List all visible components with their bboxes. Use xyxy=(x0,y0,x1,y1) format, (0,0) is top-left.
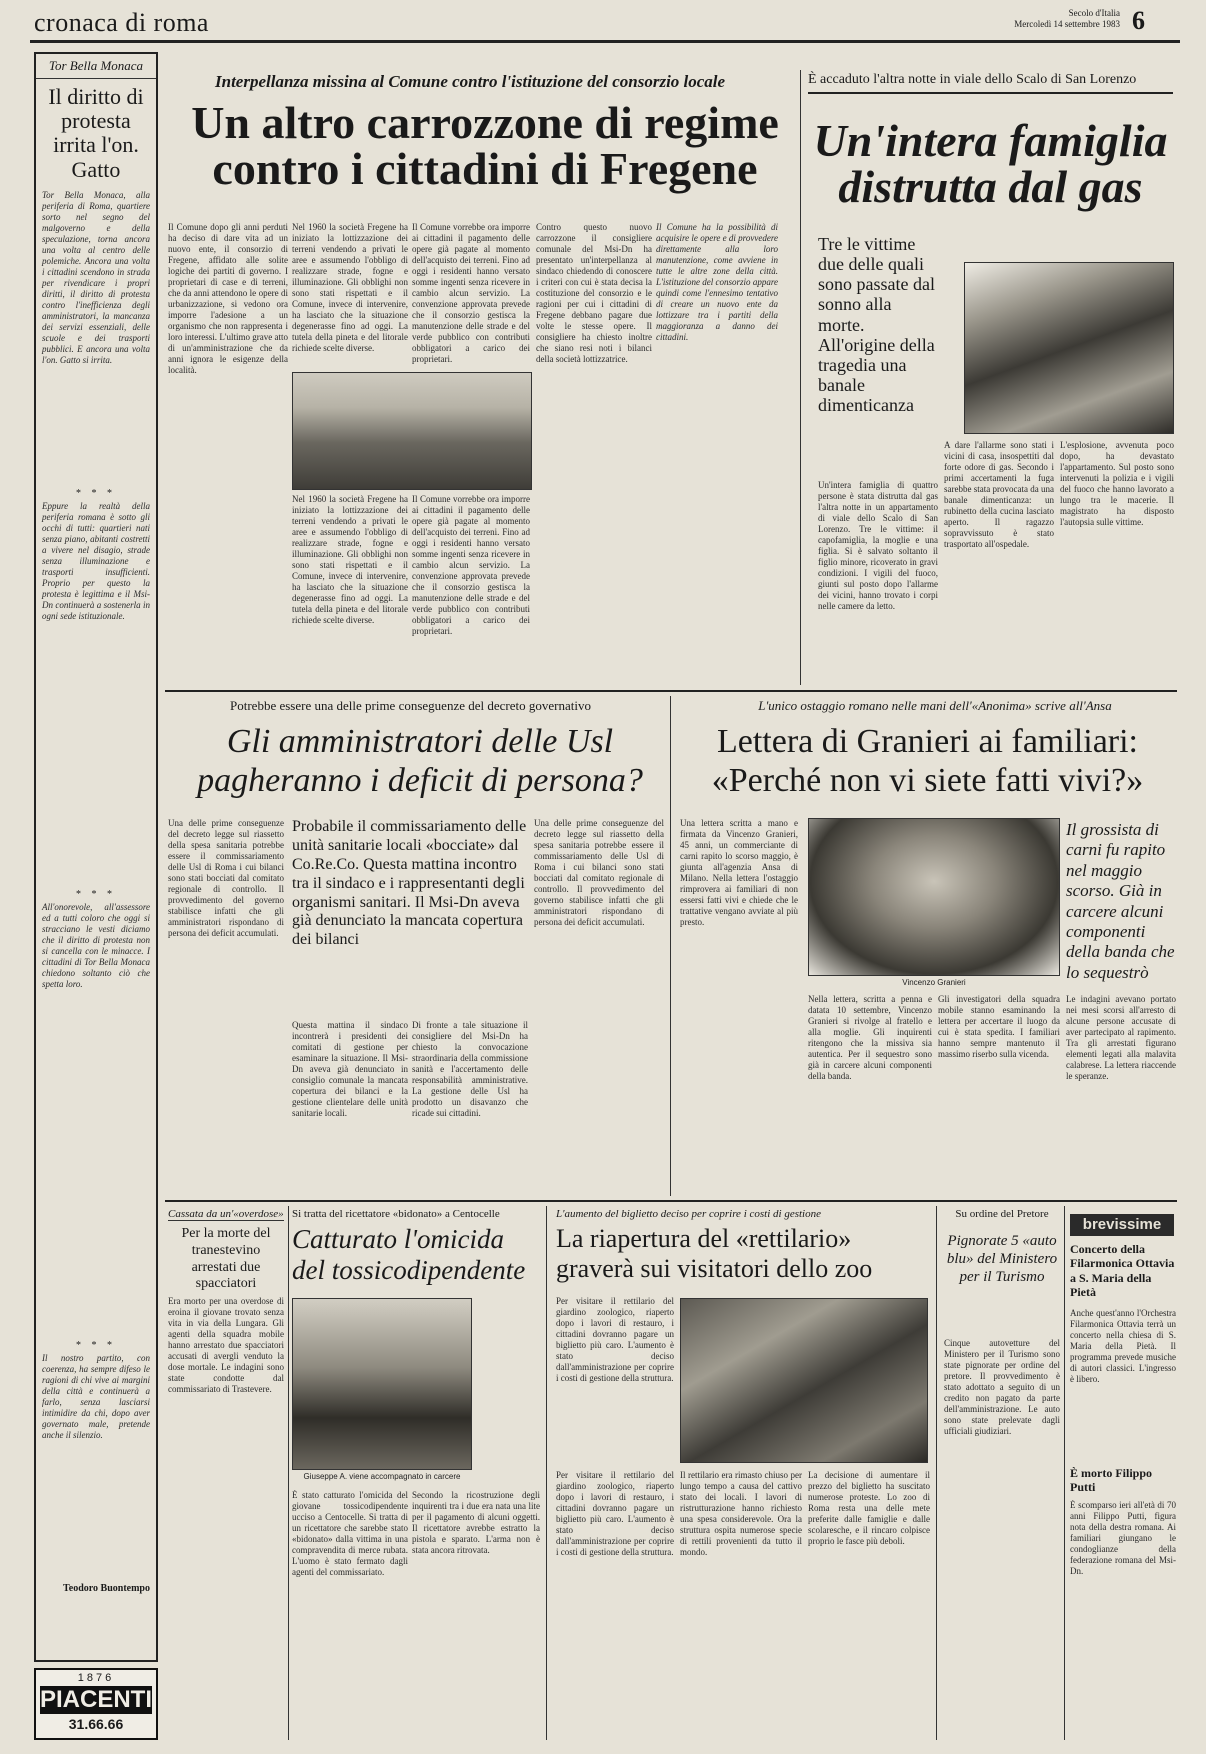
zoo-col-2: Il rettilario era rimasto chiuso per lungo tempo a causa del cattivo stato dei locali. I lavori di ristrutturazione hanno richiesto una spesa considerevole. Ora la struttura ospita numerose specie di rettili provenienti da tutto il mondo. xyxy=(680,1470,802,1557)
left-body-4: Il nostro partito, con coerenza, ha sempre difeso le ragioni di chi vive ai margini della città e continuerà a farlo, senza lasciarsi intimidire da chi, dopo aver governato male, pretende anche il silenzio. xyxy=(42,1352,150,1440)
fregene-col-2b: Nel 1960 la società Fregene ha iniziato la lottizzazione dei terreni vendendo a privati le aree e assumendo l'obbligo di realizzare strade, fogne e illuminazione. Gli obblighi non sono stati rispettati e il Comune, invece di intervenire, ha lasciato che la situazione degenerasse fino ad oggi. La tutela della pineta e del litorale richiede scelte diverse. xyxy=(292,494,408,625)
omicida-kicker: Si tratta del ricettatore «bidonato» a Centocelle xyxy=(292,1208,500,1220)
column-divider xyxy=(800,70,801,685)
left-body-1: Tor Bella Monaca, alla periferia di Roma, quartiere sorto nel segno del malgoverno e della speculazione, torna ancora una volta al centro delle polemiche. Ancora una volta i cittadini scendono in strada per rivendicare i propri diritti, il diritto di protesta contro l'inefficienza degli amministratori, la mancanza dei servizi essenziali, delle scuole e dei trasporti pubblici. E ancora una volta l'on. Gatto si irrita. xyxy=(42,189,150,365)
column-divider xyxy=(546,1206,547,1740)
granieri-col-2: Nella lettera, scritta a penna e datata 10 settembre, Vincenzo Granieri si rivolge al fratello e alla moglie. Gli inquirenti ritengono che la missiva sia autentica. Per il sequestro sono già in carcere alcuni componenti della banda. xyxy=(808,994,932,1081)
left-headline: Il diritto di protesta irrita l'on. Gatto xyxy=(48,84,144,182)
usl-deck: Probabile il commissariamento delle unità sanitarie locali «bocciate» dal Co.Re.Co. Questa mattina incontro tra il sindaco e i rappresentanti degli organismi sanitari. Il Msi-Dn aveva già denunciato la mancata copertura dei bilanci xyxy=(292,818,527,949)
piacenti-ad xyxy=(34,1668,158,1740)
page-number: 6 xyxy=(1132,6,1145,35)
zoo-col-1a: Per visitare il rettilario del giardino zoologico, riaperto dopo i lavori di restauro, i cittadini dovranno pagare un biglietto più caro. L'aumento è stato deciso dall'amministrazione per coprire i costi di gestione della struttura. xyxy=(556,1296,674,1383)
column-divider xyxy=(288,1206,289,1740)
gas-col-3: L'esplosione, avvenuta poco dopo, ha devastato l'appartamento. Sul posto sono intervenuti la polizia e i vigili del fuoco che hanno lavorato a lungo tra le macerie. Il magistrato ha disposto l'autopsia sulle vittime. xyxy=(1060,440,1174,527)
column-divider xyxy=(936,1206,937,1740)
brevissime-item-1-body: Anche quest'anno l'Orchestra Filarmonica Ottavia terrà un concerto nella chiesa di S. Maria della Pietà. Il programma prevede musiche di autori classici. L'ingresso è libero. xyxy=(1070,1308,1176,1384)
usl-kicker: Potrebbe essere una delle prime conseguenze del decreto governativo xyxy=(230,698,591,713)
gas-headline-line2: distrutta dal gas xyxy=(838,161,1143,212)
spacciatori-headline: Per la morte del tranestevino arrestati due spacciatori xyxy=(181,1226,271,1292)
pretore-body: Cinque autovetture del Ministero per il Turismo sono state pignorate per ordine del pretore. Il provvedimento è stato adottato a seguito di un credito non pagato da parte dell'amministrazione. Le auto sono state prelevate dagli ufficiali giudiziari. xyxy=(944,1338,1060,1436)
granieri-headline-line1: Lettera di Granieri ai familiari: xyxy=(716,723,1138,760)
usl-headline-line1: Gli amministratori delle Usl xyxy=(226,723,614,760)
fregene-photo xyxy=(292,372,532,490)
section-rule xyxy=(165,1200,1177,1202)
masthead-rule xyxy=(30,40,1180,43)
gas-kicker: È accaduto l'altra notte in viale dello Scalo di San Lorenzo xyxy=(808,72,1173,94)
brevissime-item-1-title: Concerto della Filarmonica Ottavia a S. Maria della Pietà xyxy=(1070,1242,1175,1300)
column-divider xyxy=(1064,1206,1065,1740)
zoo-col-1b: Per visitare il rettilario del giardino zoologico, riaperto dopo i lavori di restauro, i cittadini dovranno pagare un biglietto più caro. L'aumento è stato deciso dall'amministrazione per coprire i costi di gestione della struttura. xyxy=(556,1470,674,1557)
zoo-kicker: L'aumento del biglietto deciso per coprire i costi di gestione xyxy=(556,1208,821,1220)
separator-stars: * * * xyxy=(76,888,116,900)
gas-photo xyxy=(964,262,1174,434)
fregene-headline xyxy=(170,97,800,194)
paper-info xyxy=(1000,8,1120,30)
section-rule xyxy=(165,690,1177,692)
granieri-sidebar-deck: Il grossista di carni fu rapito nel maggio scorso. Già in carcere alcuni componenti della banda che lo sequestrò xyxy=(1066,820,1175,982)
fregene-headline-line2: contro i cittadini di Fregene xyxy=(212,143,758,194)
left-body-3: All'onorevole, all'assessore ed a tutti coloro che oggi si stracciano le vesti diciamo che il diritto di protesta non si cancella con le minacce. I cittadini di Tor Bella Monaca chiedono soltanto ciò che spetta loro. xyxy=(42,901,150,989)
fregene-col-4: Contro questo nuovo carrozzone il consigliere comunale del Msi-Dn ha presentato un'interpellanza al sindaco chiedendo di conoscere i criteri con cui è stata decisa la costituzione del consorzio e le ragioni per cui i cittadini di Fregene debbano pagare due volte le stesse opere. Il consigliere ha chiesto inoltre che siano resi noti i bilanci della società lottizzatrice. xyxy=(536,222,652,364)
gas-headline-line1: Un'intera famiglia xyxy=(813,115,1168,166)
granieri-headline xyxy=(680,722,1175,800)
usl-headline-line2: pagheranno i deficit di persona? xyxy=(197,762,643,800)
paper-name: Secolo d'Italia xyxy=(1068,8,1120,18)
ad-phone: 31.66.66 xyxy=(68,1716,124,1732)
granieri-col-4: Le indagini avevano portato nei mesi scorsi all'arresto di alcune persone accusate di aver partecipato al rapimento. Tra gli arrestati figurano elementi legati alla malavita calabrese. La lettera riaccende le speranze. xyxy=(1066,994,1176,1081)
paper-date: Mercoledì 14 settembre 1983 xyxy=(1014,19,1120,29)
usl-col-1: Una delle prime conseguenze del decreto legge sul riassetto della spesa sanitaria potrebbe essere il commissariamento delle Usl di Roma i cui bilanci sono stati bocciati dal comitato regionale di controllo. Il provvedimento del governo stabilisce infatti che gli amministratori rispondano di persona dei deficit accumulati. xyxy=(168,818,284,938)
granieri-col-1: Una lettera scritta a mano e firmata da Vincenzo Granieri, 45 anni, un commerciante di carni rapito lo scorso maggio, è giunta all'agenzia Ansa di Milano. Nella lettera l'ostaggio rimprovera ai familiari di non essersi fatti vivi e chiede che le trattative vengano avviate al più presto. xyxy=(680,818,798,927)
gas-col-1: Un'intera famiglia di quattro persone è stata distrutta dal gas l'altra notte in un appartamento di viale dello Scalo di San Lorenzo. Tre le vittime: il capofamiglia, la moglie e una figlia. Si è salvato soltanto il figlio minore, ricoverato in gravi condizioni. I vigili del fuoco, giunti sul posto dopo l'allarme dei vicini, hanno trovato i corpi nelle camere da letto. xyxy=(818,480,938,611)
ad-year: 1876 xyxy=(77,1672,115,1684)
zoo-col-3: La decisione di aumentare il prezzo del biglietto ha suscitato numerose proteste. Lo zoo di Roma resta una delle mete preferite dalle famiglie e dalle scolaresche, e il rincaro colpisce proprio le fasce più deboli. xyxy=(808,1470,930,1546)
section-title: cronaca di roma xyxy=(34,8,209,37)
left-kicker: Tor Bella Monaca xyxy=(36,54,156,79)
fregene-col-5: Il Comune ha la possibilità di acquisire le opere e di provvedere direttamente alla loro manutenzione, come avviene in tutte le altre zone della città. L'istituzione del consorzio appare quindi come l'ennesimo tentativo di creare un nuovo ente da lottizzare tra i partiti della maggioranza a danno dei cittadini. xyxy=(656,222,778,342)
fregene-col-3a: Il Comune vorrebbe ora imporre ai cittadini il pagamento delle opere già pagate al momento dell'acquisto dei terreni. Fino ad oggi i residenti hanno versato somme ingenti senza ricevere in cambio alcun servizio. La convenzione approvata prevede che il consorzio gestisca la manutenzione delle strade e del verde pubblico con contributi obbligatori a carico dei proprietari. xyxy=(412,222,530,364)
fregene-kicker: Interpellanza missina al Comune contro l'istituzione del consorzio locale xyxy=(215,72,726,91)
granieri-photo-caption: Vincenzo Granieri xyxy=(902,978,966,987)
gas-headline xyxy=(808,115,1173,212)
usl-col-3: Di fronte a tale situazione il consigliere del Msi-Dn ha chiesto la convocazione straordinaria della commissione sanità e l'accertamento delle responsabilità amministrative. La gestione delle Usl ha prodotto un disavanzo che ricade sui cittadini. xyxy=(412,1020,528,1118)
column-divider xyxy=(670,696,671,1196)
zoo-headline-line1: La riapertura del «rettilario» xyxy=(556,1224,852,1253)
granieri-col-3: Gli investigatori della squadra mobile stanno esaminando la lettera per accertare il luogo da cui è stata spedita. I familiari hanno sempre mantenuto il massimo riserbo sulla vicenda. xyxy=(938,994,1060,1059)
omicida-photo xyxy=(292,1298,472,1470)
granieri-photo xyxy=(808,818,1060,976)
left-body-2: Eppure la realtà della periferia romana è sotto gli occhi di tutti: quartieri nati senza piano, abitanti costretti a vivere nel disagio, strade senza illuminazione e trasporti insufficienti. Proprio per questo la protesta è legittima e il Msi-Dn continuerà a sostenerla in ogni sede istituzionale. xyxy=(42,500,150,621)
granieri-headline-line2: «Perché non vi siete fatti vivi?» xyxy=(711,762,1144,800)
granieri-kicker: L'unico ostaggio romano nelle mani dell'«Anonima» scrive all'Ansa xyxy=(758,698,1112,713)
fregene-headline-line1: Un altro carrozzone di regime xyxy=(191,97,779,148)
brevissime-item-2-body: È scomparso ieri all'età di 70 anni Filippo Putti, figura nota della destra romana. Ai familiari giungano le condoglianze della federazione romana del Msi-Dn. xyxy=(1070,1500,1176,1576)
fregene-col-3b: Il Comune vorrebbe ora imporre ai cittadini il pagamento delle opere già pagate al momento dell'acquisto dei terreni. Fino ad oggi i residenti hanno versato somme ingenti senza ricevere in cambio alcun servizio. La convenzione approvata prevede che il consorzio gestisca la manutenzione delle strade e del verde pubblico con contributi obbligatori a carico dei proprietari. xyxy=(412,494,530,636)
gas-col-2: A dare l'allarme sono stati i vicini di casa, insospettiti dal forte odore di gas. Secondo i primi accertamenti la fuga sarebbe stata provocata da una banale dimenticanza: un rubinetto della cucina lasciato aperto. Il ragazzo sopravvissuto è stato trasportato all'ospedale. xyxy=(944,440,1054,549)
left-column-box xyxy=(34,52,158,1662)
fregene-col-2a: Nel 1960 la società Fregene ha iniziato la lottizzazione dei terreni vendendo a privati le aree e assumendo l'obbligo di realizzare strade, fogne e illuminazione. Gli obblighi non sono stati rispettati e il Comune, invece di intervenire, ha lasciato che la situazione degenerasse fino ad oggi. La tutela della pineta e del litorale richiede scelte diverse. xyxy=(292,222,408,353)
brevissime-item-2-title: È morto Filippo Putti xyxy=(1070,1466,1153,1495)
ad-brand: PIACENTI xyxy=(40,1686,153,1713)
zoo-headline xyxy=(556,1224,936,1284)
usl-headline xyxy=(170,722,670,800)
spacciatori-body: Era morto per una overdose di eroina il giovane trovato senza vita in via della Lungara. Gli agenti della squadra mobile hanno arrestato due spacciatori accusati di avergli venduto la dose mortale. Le indagini sono state condotte dal commissariato di Trastevere. xyxy=(168,1296,284,1394)
omicida-col-1: È stato catturato l'omicida del giovane tossicodipendente ucciso a Centocelle. Si tratta di un ricettatore che sarebbe stato «bidonato» dalla vittima in una compravendita di merce rubata. L'uomo è stato fermato dagli agenti del commissariato. xyxy=(292,1490,408,1577)
omicida-photo-caption: Giuseppe A. viene accompagnato in carcere xyxy=(303,1472,461,1481)
omicida-headline-line1: Catturato l'omicida xyxy=(292,1224,505,1254)
omicida-headline-line2: del tossicodipendente xyxy=(292,1255,526,1286)
fregene-col-1: Il Comune dopo gli anni perduti ha deciso di dare vita ad un nuovo ente, il consorzio di Fregene, affidato alle solite logiche dei partiti di governo. I proprietari di case e di terreni, che da anni attendono le opere di urbanizzazione, si vedono ora imporre l'adesione a un organismo che non rappresenta i loro interessi. L'ultimo grave atto di un'amministrazione che da anni ignora le esigenze della località. xyxy=(168,222,288,375)
pretore-kicker: Su ordine del Pretore xyxy=(955,1208,1049,1220)
zoo-headline-line2: graverà sui visitatori dello zoo xyxy=(556,1253,873,1283)
separator-stars: * * * xyxy=(76,1339,116,1351)
gas-deck: Tre le vittime due delle quali sono passate dal sonno alla morte. All'origine della tragedia una banale dimenticanza xyxy=(818,234,935,416)
left-byline: Teodoro Buontempo xyxy=(63,1582,150,1594)
usl-col-2: Questa mattina il sindaco incontrerà i presidenti dei comitati di gestione per esaminare la situazione. Il Msi-Dn aveva già denunciato in consiglio comunale la mancata copertura dei bilanci e la gestione clientelare delle unità sanitarie locali. xyxy=(292,1020,408,1118)
zoo-photo xyxy=(680,1298,928,1463)
spacciatori-kicker: Cassata da un'«overdose» xyxy=(168,1208,284,1220)
pretore-headline: Pignorate 5 «auto blu» del Ministero per il Turismo xyxy=(946,1233,1058,1285)
omicida-headline xyxy=(292,1224,542,1286)
usl-col-4: Una delle prime conseguenze del decreto legge sul riassetto della spesa sanitaria potrebbe essere il commissariamento delle Usl di Roma i cui bilanci sono stati bocciati dal comitato regionale di controllo. Il provvedimento del governo stabilisce infatti che gli amministratori rispondano di persona dei deficit accumulati. xyxy=(534,818,664,927)
omicida-col-2: Secondo la ricostruzione degli inquirenti tra i due era nata una lite per il pagamento di alcuni oggetti. Il ricettatore avrebbe estratto la pistola e sparato. L'arma non è stata ancora ritrovata. xyxy=(412,1490,540,1555)
separator-stars: * * * xyxy=(76,487,116,499)
brevissime-label: brevissime xyxy=(1070,1214,1174,1236)
